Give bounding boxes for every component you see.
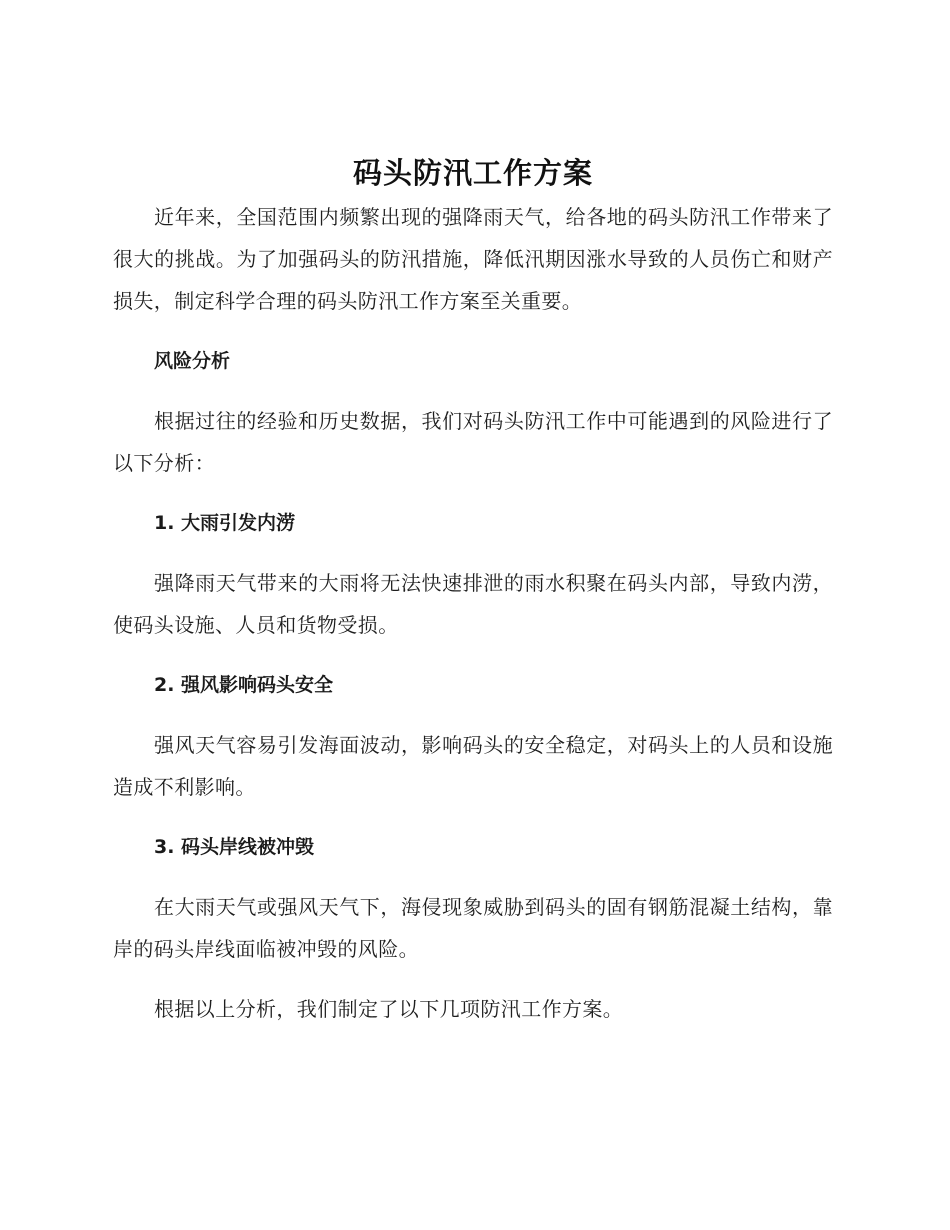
conclusion-paragraph: 根据以上分析，我们制定了以下几项防汛工作方案。 xyxy=(154,997,624,1021)
document-body xyxy=(113,150,833,1048)
risk-3-heading: 3. 码头岸线被冲毁 xyxy=(154,836,315,858)
risk-1-body: 强降雨天气带来的大雨将无法快速排泄的雨水积聚在码头内部，导致内涝，使码头设施、人员和货物受损。 xyxy=(113,571,833,637)
risk-2-heading: 2. 强风影响码头安全 xyxy=(154,674,334,696)
risk-2-body: 强风天气容易引发海面波动，影响码头的安全稳定，对码头上的人员和设施造成不利影响。 xyxy=(113,733,833,799)
risk-1-heading: 1. 大雨引发内涝 xyxy=(154,512,296,534)
risk-3-body: 在大雨天气或强风天气下，海侵现象威胁到码头的固有钢筋混凝土结构，靠岸的码头岸线面临被冲毁的风险。 xyxy=(113,895,833,961)
document-title: 码头防汛工作方案 xyxy=(352,156,593,190)
risk-analysis-heading: 风险分析 xyxy=(154,350,231,372)
intro-paragraph: 近年来，全国范围内频繁出现的强降雨天气，给各地的码头防汛工作带来了很大的挑战。为了加强码头的防汛措施，降低汛期因涨水导致的人员伤亡和财产损失，制定科学合理的码头防汛工作方案至关重要。 xyxy=(113,205,833,313)
risk-intro-paragraph: 根据过往的经验和历史数据，我们对码头防汛工作中可能遇到的风险进行了以下分析： xyxy=(113,409,833,475)
